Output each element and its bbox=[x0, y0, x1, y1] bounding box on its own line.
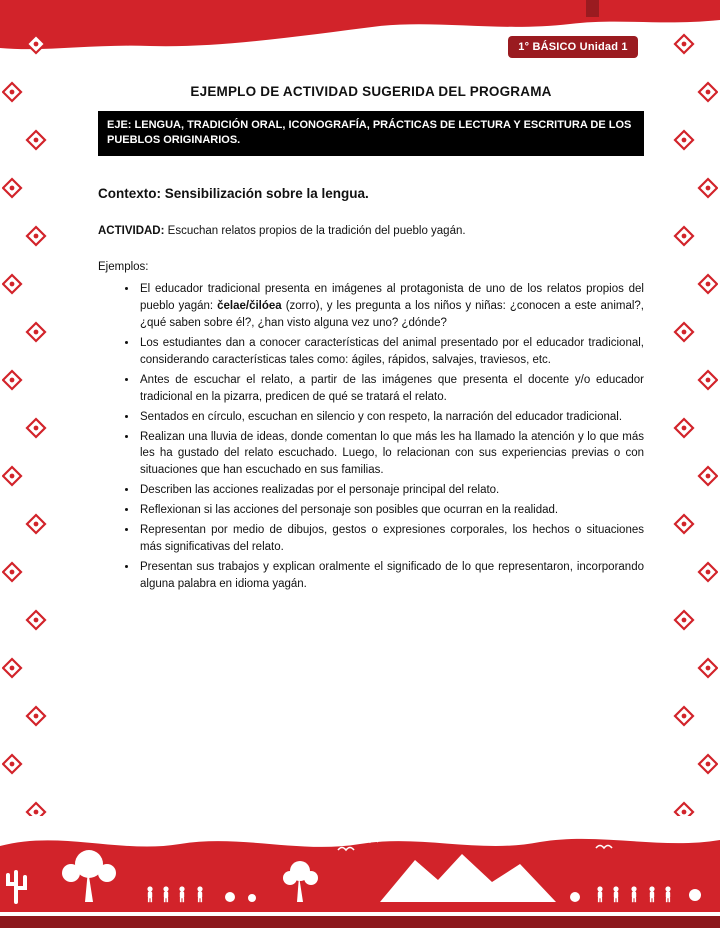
context-heading: Contexto: Sensibilización sobre la lengua. bbox=[98, 185, 369, 201]
unit-badge: 1° BÁSICO Unidad 1 bbox=[508, 36, 638, 58]
examples-list bbox=[98, 281, 644, 592]
eje-banner: EJE: LENGUA, TRADICIÓN ORAL, ICONOGRAFÍA, PRÁCTICAS DE LECTURA Y ESCRITURA DE LOS PUEBLOS ORIGINARIOS. bbox=[98, 111, 644, 156]
list-item bbox=[138, 281, 644, 332]
list-item: • Presentan sus trabajos y explican oralmente el significado de lo que representaron, incorporando alguna palabra en idioma yagán. bbox=[138, 559, 644, 593]
list-item: • Representan por medio de dibujos, gestos o expresiones corporales, los hechos o situaciones más significativas del relato. bbox=[138, 522, 644, 556]
page-title: EJEMPLO DE ACTIVIDAD SUGERIDA DEL PROGRAMA bbox=[190, 84, 552, 99]
left-ornament-column bbox=[2, 20, 54, 816]
list-item: • Describen las acciones realizadas por el personaje principal del relato. bbox=[138, 482, 644, 499]
content-area bbox=[98, 84, 644, 596]
bullet-text-pre: El educador tradicional presenta en imágenes al protagonista de uno de los relatos propios del pueblo yagán: bbox=[140, 283, 644, 313]
footer-illustration bbox=[0, 820, 720, 912]
list-item: • Reflexionan si las acciones del personaje son posibles que ocurran en la realidad. bbox=[138, 502, 644, 519]
list-item: • Sentados en círculo, escuchan en silencio y con respeto, la narración del educador tradicional. bbox=[138, 409, 644, 426]
right-ornament-column bbox=[666, 20, 718, 816]
activity-line bbox=[98, 223, 644, 240]
activity-label: ACTIVIDAD: bbox=[98, 224, 165, 237]
bullet-yagan-word: čelae/čilóea bbox=[217, 300, 282, 313]
list-item: • Realizan una lluvia de ideas, donde comentan lo que más les ha llamado la atención y lo que más les ha gustado del relato escuchado. Luego, lo relacionan con sus experiencias previas o con situaciones que han escuchado en sus familias. bbox=[138, 429, 644, 480]
bottom-strip bbox=[0, 916, 720, 928]
list-item: • Antes de escuchar el relato, a partir de las imágenes que presenta el docente y/o educador tradicional en la pizarra, predicen de qué se tratará el relato. bbox=[138, 372, 644, 406]
footer-landscape-art bbox=[0, 820, 720, 912]
examples-label: Ejemplos: bbox=[98, 261, 149, 274]
list-item: • Los estudiantes dan a conocer características del animal presentado por el educador tradicional, considerando características tales como: ágiles, rápidos, salvajes, traviesos, etc. bbox=[138, 335, 644, 369]
activity-text: Escuchan relatos propios de la tradición del pueblo yagán. bbox=[164, 224, 466, 237]
bullet-text-post: (zorro), y les pregunta a los niños y niñas: ¿conocen a este animal?, ¿qué saben sobre él?, ¿han visto alguna vez uno? ¿dónde? bbox=[140, 300, 644, 330]
